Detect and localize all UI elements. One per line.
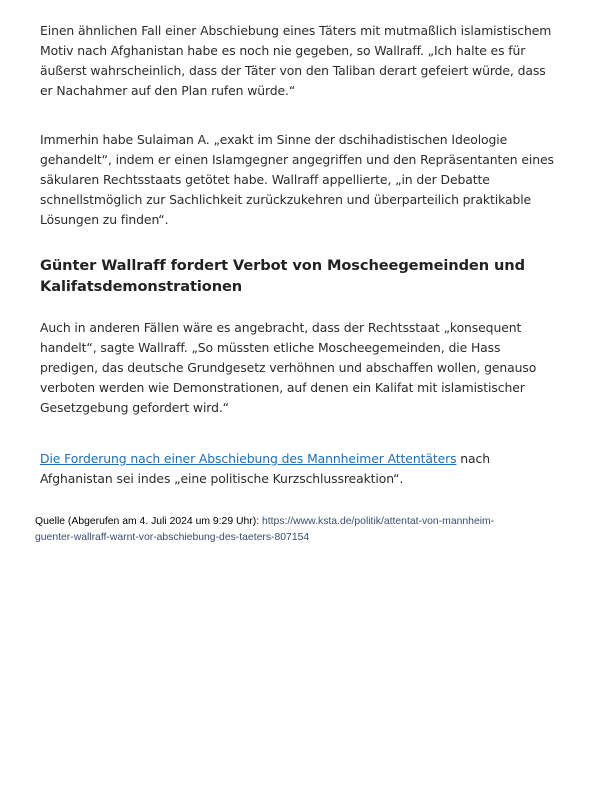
paragraph-line: Einen ähnlichen Fall einer Abschiebung eines Täters mit mutmaßlich islamistischem — [40, 23, 552, 38]
paragraph-line: verboten werden wie Demonstrationen, auf denen ein Kalifat mit islamistischer — [40, 380, 525, 395]
source-label: Quelle (Abgerufen am 4. Juli 2024 um 9:29 Uhr): — [35, 516, 262, 527]
paragraph-line: säkularen Rechtsstaats getötet habe. Wallraff appellierte, „in der Debatte — [40, 172, 490, 187]
paragraph-line: predigen, das deutsche Grundgesetz verhöhnen und abschaffen wollen, genauso — [40, 360, 537, 375]
source-url-link[interactable]: https://www.ksta.de/politik/attentat-von-mannheim- — [261, 516, 495, 527]
source-citation — [35, 514, 575, 546]
paragraph-line: handelt“, sagte Wallraff. „So müssten etliche Moscheegemeinden, die Hass — [40, 340, 501, 355]
paragraph-line: Lösungen zu finden“. — [40, 212, 169, 227]
section-heading — [40, 255, 560, 297]
paragraph-line: Auch in anderen Fällen wäre es angebracht, dass der Rechtsstaat „konsequent — [40, 320, 522, 335]
source-url-link-continued[interactable]: guenter-wallraff-warnt-vor-abschiebung-des-taeters-807154 — [35, 532, 310, 543]
paragraph-line: Gesetzgebung gefordert wird.“ — [40, 400, 229, 415]
heading-line: Günter Wallraff fordert Verbot von Moscheegemeinden und — [40, 257, 525, 274]
paragraph-line — [40, 449, 560, 469]
article-link-deportation-demand[interactable]: Die Forderung nach einer Abschiebung des Mannheimer Attentäters — [40, 451, 457, 466]
paragraph-line: Motiv nach Afghanistan habe es noch nie gegeben, so Wallraff. „Ich halte es für — [40, 43, 526, 58]
heading-line: Kalifatsdemonstrationen — [40, 278, 243, 295]
paragraph-line: schnellstmöglich zur Sachlichkeit zurückzukehren und überparteilich praktikable — [40, 192, 532, 207]
source-line — [35, 530, 575, 546]
source-line — [35, 514, 575, 530]
paragraph-short-circuit-reaction — [40, 449, 560, 489]
paragraph-mosque-ban — [40, 318, 560, 418]
paragraph-deportation-precedent — [40, 21, 560, 101]
paragraph-line: äußerst wahrscheinlich, dass der Täter von den Taliban derart gefeiert würde, dass — [40, 63, 546, 78]
paragraph-line: Immerhin habe Sulaiman A. „exakt im Sinne der dschihadistischen Ideologie — [40, 132, 508, 147]
paragraph-jihadist-ideology — [40, 130, 560, 230]
paragraph-line: gehandelt“, indem er einen Islamgegner angegriffen und den Repräsentanten eines — [40, 152, 554, 167]
paragraph-line: er Nachahmer auf den Plan rufen würde.“ — [40, 83, 296, 98]
paragraph-text: nach — [456, 451, 491, 466]
paragraph-line: Afghanistan sei indes „eine politische Kurzschlussreaktion“. — [40, 471, 404, 486]
